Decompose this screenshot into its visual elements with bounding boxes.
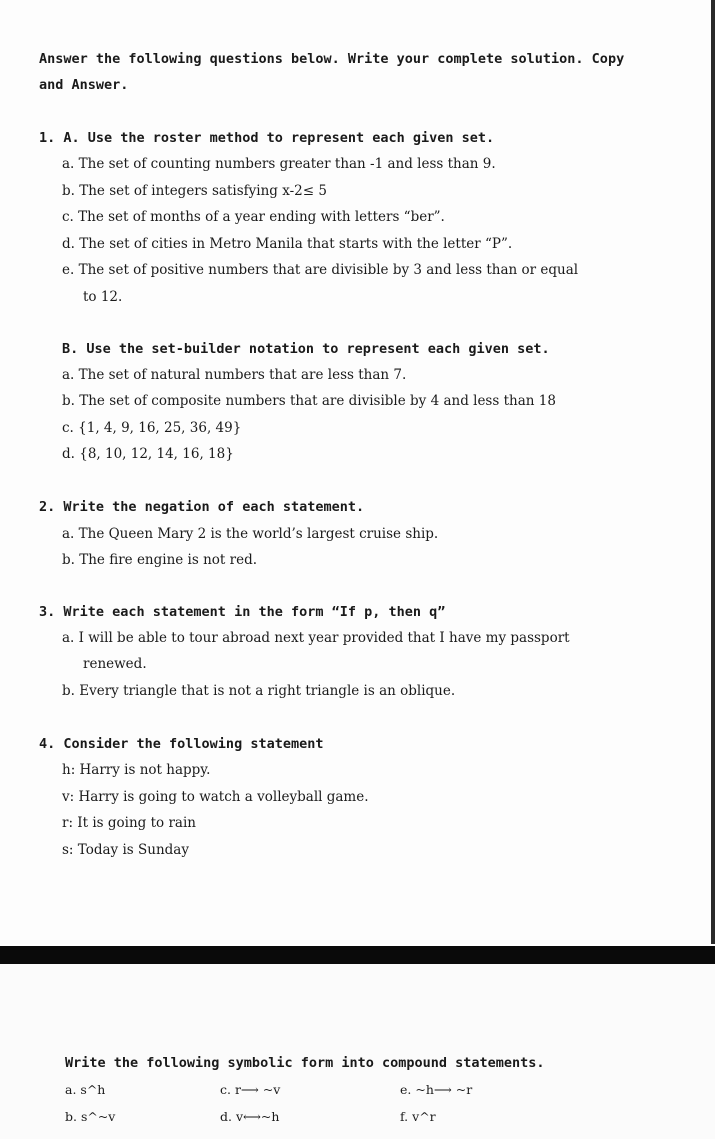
q4-statement-r: r: It is going to rain (62, 815, 196, 831)
q1b-item-c: c. {1, 4, 9, 16, 25, 36, 49} (62, 420, 242, 436)
black-divider-bar (0, 946, 715, 964)
q3-item-a: a. I will be able to tour abroad next year provided that I have my passport (62, 630, 570, 646)
q1b-item-a: a. The set of natural numbers that are less than 7. (62, 367, 407, 383)
q1b-item-d: d. {8, 10, 12, 14, 16, 18} (62, 446, 234, 462)
q4-heading: 4. Consider the following statement (39, 736, 324, 752)
q1a-item-b: b. The set of integers satisfying x-2≤ 5 (62, 183, 327, 199)
q4-statement-v: v: Harry is going to watch a volleyball game. (62, 789, 369, 805)
q4-statement-h: h: Harry is not happy. (62, 762, 211, 778)
q3-item-a-cont: renewed. (83, 656, 147, 672)
instructions-line-2: and Answer. (39, 77, 129, 93)
q5-item-b: b. s^~v (65, 1109, 116, 1124)
q5-item-c: c. r⟶ ~v (220, 1082, 281, 1097)
q5-item-a: a. s^h (65, 1082, 106, 1097)
q1a-item-a: a. The set of counting numbers greater than -1 and less than 9. (62, 156, 496, 172)
q1-heading: 1. A. Use the roster method to represent each given set. (39, 130, 495, 146)
q3-item-b: b. Every triangle that is not a right triangle is an oblique. (62, 683, 456, 699)
page-edge (711, 0, 715, 944)
instructions-line-1: Answer the following questions below. Write your complete solution. Copy (39, 51, 625, 67)
q3-heading: 3. Write each statement in the form “If p, then q” (39, 604, 446, 620)
q5-item-e: e. ~h⟶ ~r (400, 1082, 473, 1097)
q2-heading: 2. Write the negation of each statement. (39, 499, 365, 515)
q2-item-b: b. The fire engine is not red. (62, 552, 258, 568)
q2-item-a: a. The Queen Mary 2 is the world’s largest cruise ship. (62, 526, 439, 542)
q1a-item-c: c. The set of months of a year ending with letters “ber”. (62, 209, 445, 225)
q1a-item-d: d. The set of cities in Metro Manila that starts with the letter “P”. (62, 236, 513, 252)
q5-item-f: f. v^r (400, 1109, 436, 1124)
q1b-item-b: b. The set of composite numbers that are divisible by 4 and less than 18 (62, 393, 556, 409)
q5-heading: Write the following symbolic form into compound statements. (65, 1055, 545, 1071)
q1a-item-e: e. The set of positive numbers that are divisible by 3 and less than or equal (62, 262, 579, 278)
q4-statement-s: s: Today is Sunday (62, 842, 189, 858)
q1b-heading: B. Use the set-builder notation to represent each given set. (62, 341, 550, 357)
q5-item-d: d. v⟷~h (220, 1109, 280, 1124)
q1a-item-e-cont: to 12. (83, 289, 123, 305)
